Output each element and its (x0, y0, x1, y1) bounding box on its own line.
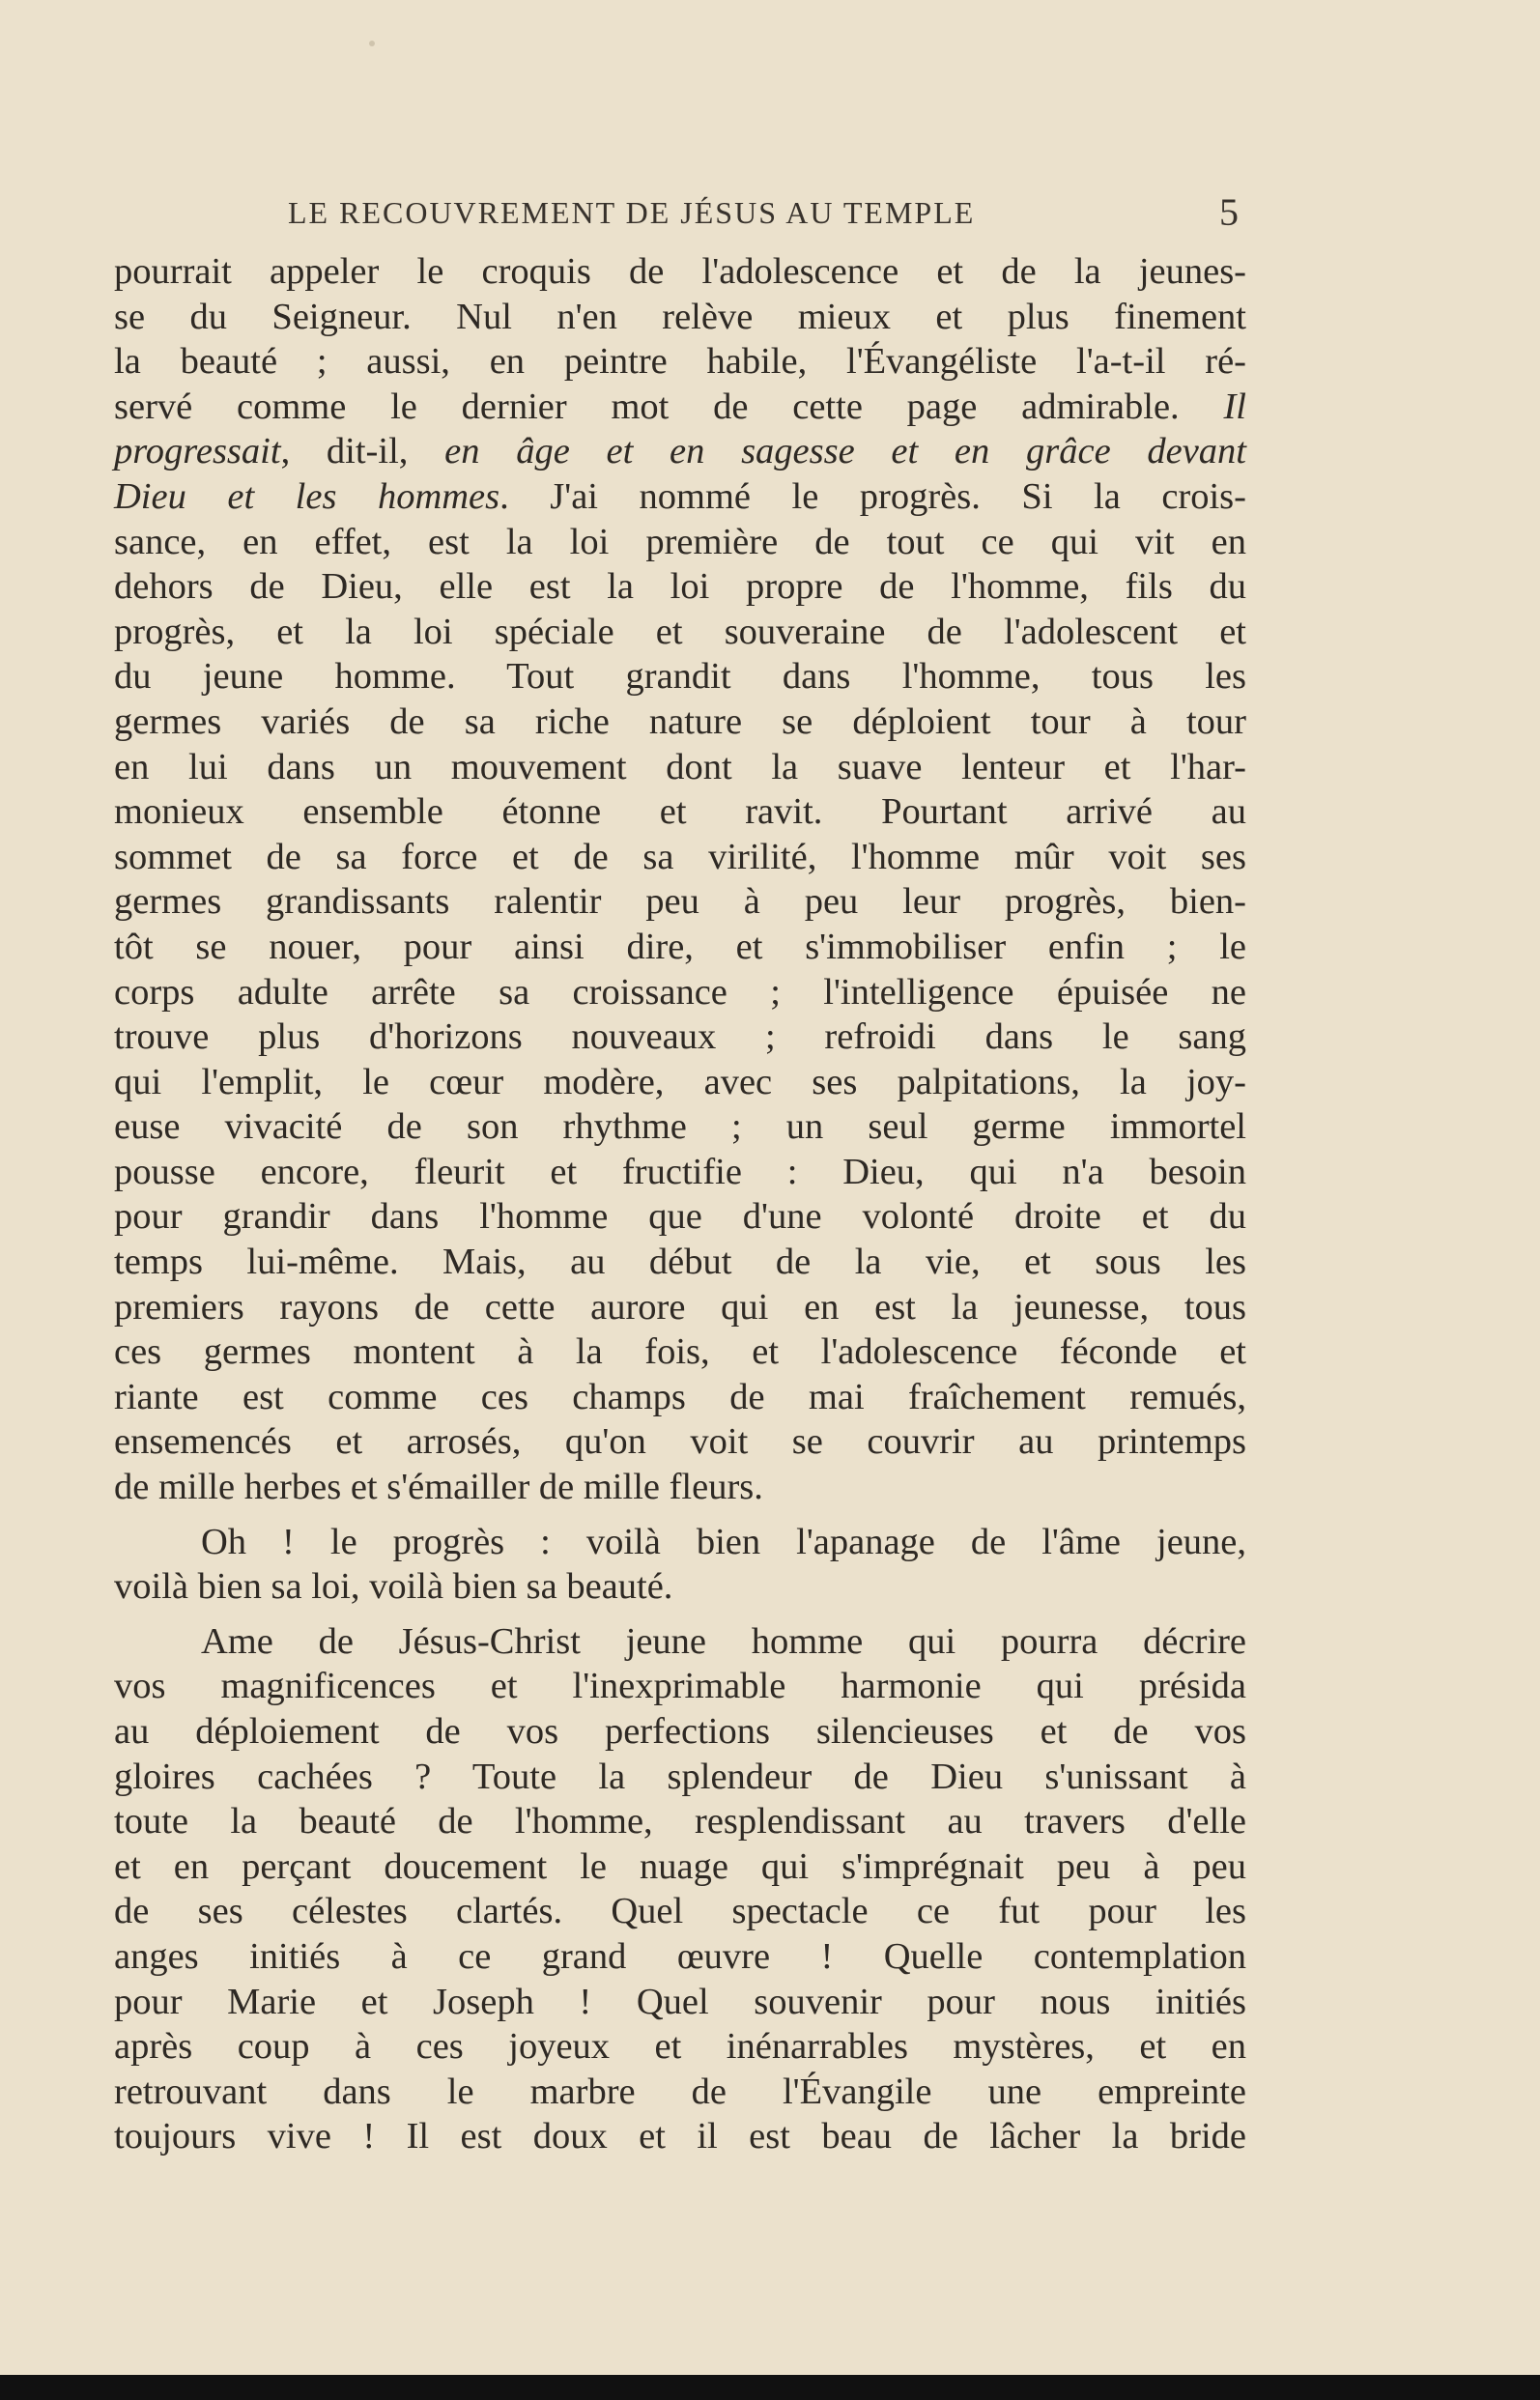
text-line: monieux ensemble étonne et ravit. Pourtant arrivé au (114, 791, 1246, 833)
text-line: voilà bien sa loi, voilà bien sa beauté. (114, 1566, 673, 1608)
text-line: gloires cachées ? Toute la splendeur de Dieu s'unissant à (114, 1756, 1246, 1797)
text-line: temps lui-même. Mais, au début de la vie, et sous les (114, 1242, 1246, 1283)
italic-text: Dieu et les hommes (114, 475, 500, 517)
italic-text: en âge et en sagesse et en grâce devant (444, 431, 1247, 472)
scan-bottom-edge (0, 2375, 1540, 2400)
text-line: se du Seigneur. Nul n'en relève mieux et plus finement (114, 296, 1246, 337)
text-line: et en perçant doucement le nuage qui s'imprégnait peu à peu (114, 1845, 1246, 1887)
text-line: germes grandissants ralentir peu à peu leur progrès, bien- (114, 881, 1246, 923)
text-line: euse vivacité de son rhythme ; un seul germe immortel (114, 1106, 1246, 1148)
text-line: premiers rayons de cette aurore qui en est la jeunesse, tous (114, 1286, 1246, 1328)
paragraph-2 (114, 1520, 1246, 1610)
paragraph-1 (114, 249, 1246, 1510)
text-line: germes variés de sa riche nature se déploient tour à tour (114, 700, 1246, 742)
page-number: 5 (1219, 190, 1239, 234)
body-text (114, 249, 1246, 2159)
text-line: de mille herbes et s'émailler de mille fleurs. (114, 1467, 763, 1508)
italic-text: progressait (114, 431, 281, 472)
text-line: de ses célestes clartés. Quel spectacle ce fut pour les (114, 1891, 1246, 1932)
text-line: pour Marie et Joseph ! Quel souvenir pour nous initiés (114, 1981, 1246, 2022)
italic-text: Il (1223, 386, 1246, 427)
text-line: la beauté ; aussi, en peintre habile, l'Évangéliste l'a-t-il ré- (114, 341, 1246, 383)
running-title: LE RECOUVREMENT DE JÉSUS AU TEMPLE (288, 195, 976, 230)
text-line: corps adulte arrête sa croissance ; l'intelligence épuisée ne (114, 971, 1246, 1013)
text-line: toute la beauté de l'homme, resplendissant au travers d'elle (114, 1801, 1246, 1843)
text-line: pourrait appeler le croquis de l'adolescence et de la jeunes- (114, 251, 1246, 292)
text-line: pousse encore, fleurit et fructifie : Dieu, qui n'a besoin (114, 1151, 1246, 1192)
paragraph-3 (114, 1619, 1246, 2159)
text-line: servé comme le dernier mot de cette page admirable. Il (114, 386, 1246, 427)
text-line: vos magnificences et l'inexprimable harmonie qui présida (114, 1666, 1246, 1707)
text-line: après coup à ces joyeux et inénarrables mystères, et en (114, 2026, 1246, 2068)
text-line: anges initiés à ce grand œuvre ! Quelle contemplation (114, 1935, 1246, 1977)
text-line: Oh ! le progrès : voilà bien l'apanage de l'âme jeune, (201, 1521, 1246, 1562)
text-line: riante est comme ces champs de mai fraîchement remués, (114, 1376, 1246, 1417)
text-line: ces germes montent à la fois, et l'adolescence féconde et (114, 1331, 1246, 1373)
text-line: toujours vive ! Il est doux et il est beau de lâcher la bride (114, 2116, 1246, 2157)
text-line: tôt se nouer, pour ainsi dire, et s'immobiliser enfin ; le (114, 926, 1246, 967)
text-line: pour grandir dans l'homme que d'une volonté droite et du (114, 1196, 1246, 1238)
text-line: retrouvant dans le marbre de l'Évangile une empreinte (114, 2071, 1246, 2112)
text-line: en lui dans un mouvement dont la suave lenteur et l'har- (114, 746, 1246, 787)
running-head (114, 189, 1246, 238)
text-line: sance, en effet, est la loi première de tout ce qui vit en (114, 521, 1246, 562)
text-line: du jeune homme. Tout grandit dans l'homme, tous les (114, 656, 1246, 698)
text-line: sommet de sa force et de sa virilité, l'homme mûr voit ses (114, 836, 1246, 877)
text-line: trouve plus d'horizons nouveaux ; refroidi dans le sang (114, 1016, 1246, 1058)
text-line: progrès, et la loi spéciale et souveraine de l'adolescent et (114, 611, 1246, 652)
text-line: dehors de Dieu, elle est la loi propre de l'homme, fils du (114, 566, 1246, 608)
text-line: Dieu et les hommes. J'ai nommé le progrès. Si la crois- (114, 475, 1246, 517)
paper-speck (369, 41, 375, 46)
text-line: qui l'emplit, le cœur modère, avec ses palpitations, la joy- (114, 1061, 1246, 1102)
text-line: au déploiement de vos perfections silencieuses et de vos (114, 1711, 1246, 1752)
text-line: ensemencés et arrosés, qu'on voit se couvrir au printemps (114, 1421, 1246, 1463)
text-line: Ame de Jésus-Christ jeune homme qui pourra décrire (201, 1620, 1246, 1662)
text-line: progressait, dit-il, en âge et en sagesse et en grâce devant (114, 431, 1247, 472)
